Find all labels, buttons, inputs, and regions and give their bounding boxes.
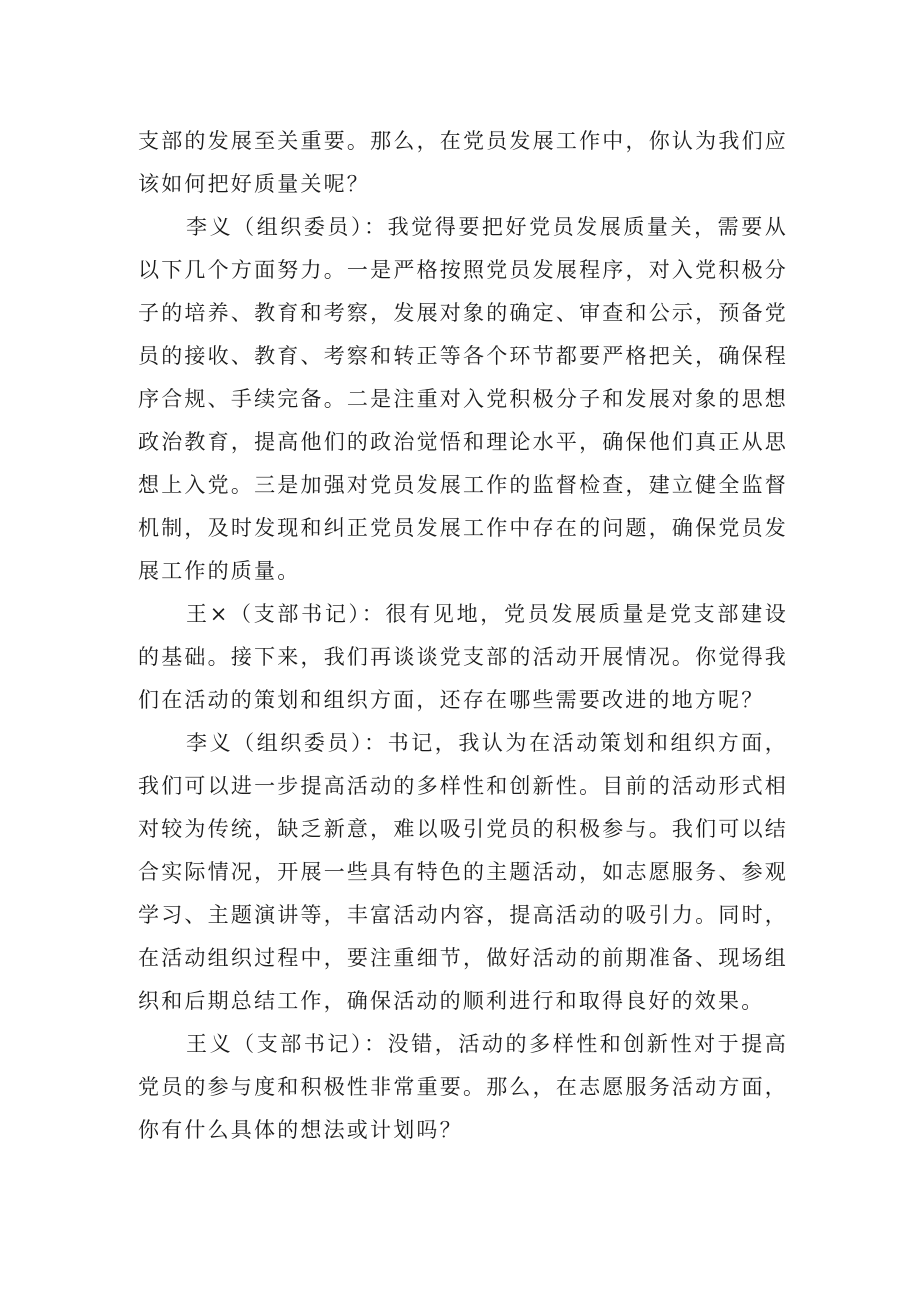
paragraph-wang-activities: 王×（支部书记）：很有见地，党员发展质量是党支部建设的基础。接下来，我们再谈谈党支部的活动开展情况。你觉得我们在活动的策划和组织方面，还存在哪些需要改进的地方呢？ — [138, 602, 788, 712]
paragraph-wang-volunteer: 王义（支部书记）：没错，活动的多样性和创新性对于提高党员的参与度和积极性非常重要。那么，在志愿服务活动方面，你有什么具体的想法或计划吗？ — [138, 1032, 788, 1142]
paragraph-liyi-activities: 李义（组织委员）：书记，我认为在活动策划和组织方面，我们可以进一步提高活动的多样性和创新性。目前的活动形式相对较为传统，缺乏新意，难以吸引党员的积极参与。我们可以结合实际情况，开展一些具有特色的主题活动，如志愿服务、参观学习、主题演讲等，丰富活动内容，提高活动的吸引力。同时，在活动组织过程中，要注重细节，做好活动的前期准备、现场组织和后期总结工作，确保活动的顺利进行和取得良好的效果。 — [138, 731, 788, 1013]
paragraph-liyi-quality: 李义（组织委员）：我觉得要把好党员发展质量关，需要从以下几个方面努力。一是严格按照党员发展程序，对入党积极分子的培养、教育和考察，发展对象的确定、审查和公示，预备党员的接收、教育、考察和转正等各个环节都要严格把关，确保程序合规、手续完备。二是注重对入党积极分子和发展对象的思想政治教育，提高他们的政治觉悟和理论水平，确保他们真正从思想上入党。三是加强对党员发展工作的监督检查，建立健全监督机制，及时发现和纠正党员发展工作中存在的问题，确保党员发展工作的质量。 — [138, 215, 788, 583]
paragraph-continuation: 支部的发展至关重要。那么，在党员发展工作中，你认为我们应该如何把好质量关呢？ — [138, 129, 788, 196]
document-body — [138, 120, 788, 1152]
